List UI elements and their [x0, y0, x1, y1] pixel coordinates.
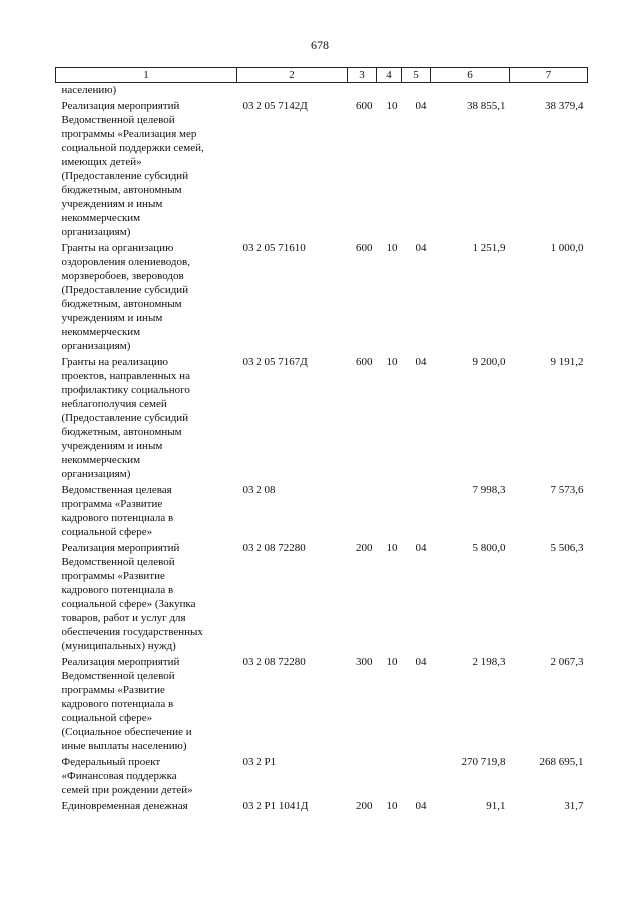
table-row	[56, 755, 588, 799]
table-cell: 04	[415, 356, 427, 368]
table-cell: 10	[386, 542, 398, 554]
table-cell: Реализация мероприятий Ведомственной целевой программы «Реализация мер социальной поддержки семей, имеющих детей» (Предоставление субсидий бюджетным, автономным учреждениям и иным некоммерческим организациям)	[61, 100, 204, 238]
table-cell: 2 198,3	[472, 656, 506, 668]
table-row	[56, 99, 588, 241]
table-body	[56, 83, 588, 816]
table-cell: 03 2 05 71610	[242, 242, 306, 254]
table-cell: Гранты на организацию оздоровления олениеводов, морзверобоев, звероводов (Предоставление субсидий бюджетным, автономным учреждениям и иным некоммерческим организациям)	[61, 242, 190, 352]
table-cell: 38 379,4	[545, 100, 584, 112]
table-cell: 600	[356, 242, 373, 254]
table-cell: 04	[415, 100, 427, 112]
column-header: 4	[377, 68, 402, 83]
table-cell	[402, 755, 431, 799]
table-cell: 300	[356, 656, 373, 668]
table-cell	[510, 83, 588, 100]
table-row	[56, 483, 588, 541]
table-cell: 04	[415, 800, 427, 812]
table-row	[56, 241, 588, 355]
table-cell: Единовременная денежная	[61, 800, 188, 812]
table-cell: 03 2 P1 1041Д	[242, 800, 309, 812]
table-cell: 600	[356, 100, 373, 112]
table-cell: 5 506,3	[550, 542, 584, 554]
table-cell	[402, 83, 431, 100]
table-cell: 10	[386, 242, 398, 254]
table-cell: 10	[386, 656, 398, 668]
table-cell: Федеральный проект «Финансовая поддержка семей при рождении детей»	[61, 756, 193, 796]
table-cell: 38 855,1	[467, 100, 506, 112]
column-header: 3	[348, 68, 377, 83]
column-header: 5	[402, 68, 431, 83]
table-cell	[237, 83, 348, 100]
table-cell	[377, 755, 402, 799]
table-cell: 10	[386, 800, 398, 812]
table-cell: 9 191,2	[550, 356, 584, 368]
column-header: 2	[237, 68, 348, 83]
table-cell: населению)	[61, 84, 117, 96]
table-cell: 04	[415, 242, 427, 254]
table-cell: 03 2 08 72280	[242, 656, 306, 668]
table-cell	[348, 483, 377, 541]
table-cell	[377, 83, 402, 100]
table-cell: 200	[356, 800, 373, 812]
page-number: 678	[311, 38, 329, 52]
table-cell: 5 800,0	[472, 542, 506, 554]
table-cell: 04	[415, 656, 427, 668]
table-cell: Ведомственная целевая программа «Развитие кадрового потенциала в социальной сфере»	[61, 484, 174, 538]
table-row	[56, 541, 588, 655]
table-cell: 2 067,3	[550, 656, 584, 668]
table-row	[56, 799, 588, 815]
table-cell: 10	[386, 356, 398, 368]
table-cell: 200	[356, 542, 373, 554]
table-cell: 10	[386, 100, 398, 112]
table-row	[56, 655, 588, 755]
table-cell: 600	[356, 356, 373, 368]
table-cell: 04	[415, 542, 427, 554]
table-cell	[402, 483, 431, 541]
table-cell: 03 2 05 7167Д	[242, 356, 308, 368]
table-cell: 270 719,8	[461, 756, 506, 768]
table-cell: 7 998,3	[472, 484, 506, 496]
table-cell	[348, 83, 377, 100]
table-cell: 03 2 P1	[242, 756, 277, 768]
table-cell: 268 695,1	[539, 756, 584, 768]
table-cell: 9 200,0	[472, 356, 506, 368]
table-cell	[431, 83, 510, 100]
column-header: 7	[510, 68, 588, 83]
table-cell: 1 000,0	[550, 242, 584, 254]
table-row	[56, 355, 588, 483]
table-cell: 03 2 08 72280	[242, 542, 306, 554]
table-cell: 7 573,6	[550, 484, 584, 496]
budget-table	[55, 67, 588, 815]
table-cell: 31,7	[564, 800, 584, 812]
table-cell	[348, 755, 377, 799]
table-cell: 1 251,9	[472, 242, 506, 254]
column-header: 6	[431, 68, 510, 83]
column-header: 1	[56, 68, 237, 83]
table-cell: Реализация мероприятий Ведомственной целевой программы «Развитие кадрового потенциала в социальной сфере» (Закупка товаров, работ и услуг для обеспечения государственных (муниципальных) нужд)	[61, 542, 203, 652]
table-cell: 91,1	[486, 800, 506, 812]
table-row	[56, 83, 588, 100]
table-cell: 03 2 08	[242, 484, 276, 496]
table-cell	[377, 483, 402, 541]
table-header	[56, 68, 588, 83]
table-cell: Гранты на реализацию проектов, направленных на профилактику социального неблагополучия семей (Предоставление субсидий бюджетным, автономным учреждениям и иным некоммерческим организациям)	[61, 356, 190, 480]
table-cell: 03 2 05 7142Д	[242, 100, 308, 112]
table-cell: Реализация мероприятий Ведомственной целевой программы «Развитие кадрового потенциала в социальной сфере» (Социальное обеспечение и иные выплаты населению)	[61, 656, 192, 752]
